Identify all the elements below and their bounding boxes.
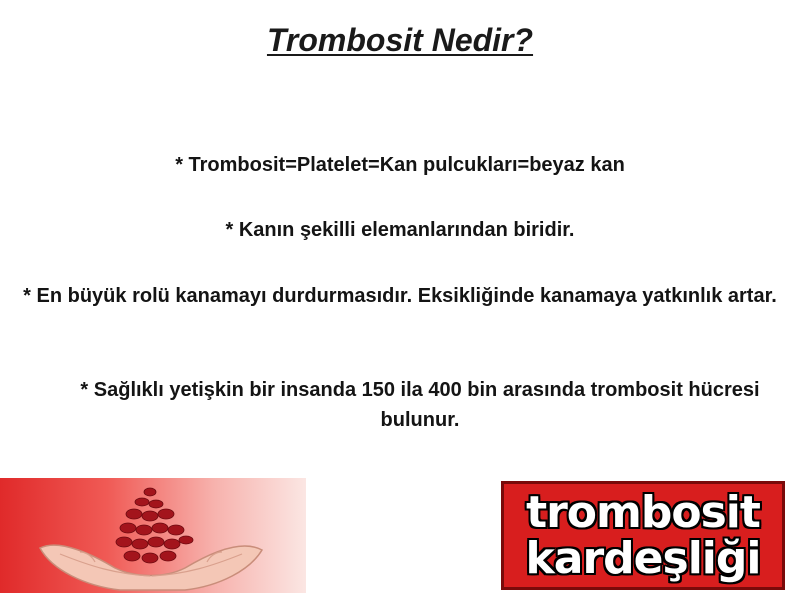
logo-line-2: kardeşliği bbox=[525, 532, 761, 584]
bullet-blood-element: * Kanın şekilli elemanlarından biridir. bbox=[225, 219, 575, 241]
bullet-count: * Sağlıklı yetişkin bir insanda 150 ila 400 bin arasında trombosit hücresi bulunur. bbox=[80, 379, 760, 431]
slide-title bbox=[0, 22, 800, 59]
trombosit-kardesligi-logo bbox=[501, 481, 785, 590]
cupped-hands-image bbox=[0, 478, 306, 593]
bullet-definition: * Trombosit=Platelet=Kan pulcukları=beyaz kan bbox=[175, 154, 625, 176]
cupped-hands-blood-cells-icon bbox=[0, 478, 306, 593]
logo-line-1: trombosit bbox=[526, 486, 760, 538]
slide-title-text: Trombosit Nedir? bbox=[266, 22, 534, 58]
bullet-bleeding-role: * En büyük rolü kanamayı durdurmasıdır. Eksikliğinde kanamaya yatkınlık artar. bbox=[23, 285, 777, 307]
